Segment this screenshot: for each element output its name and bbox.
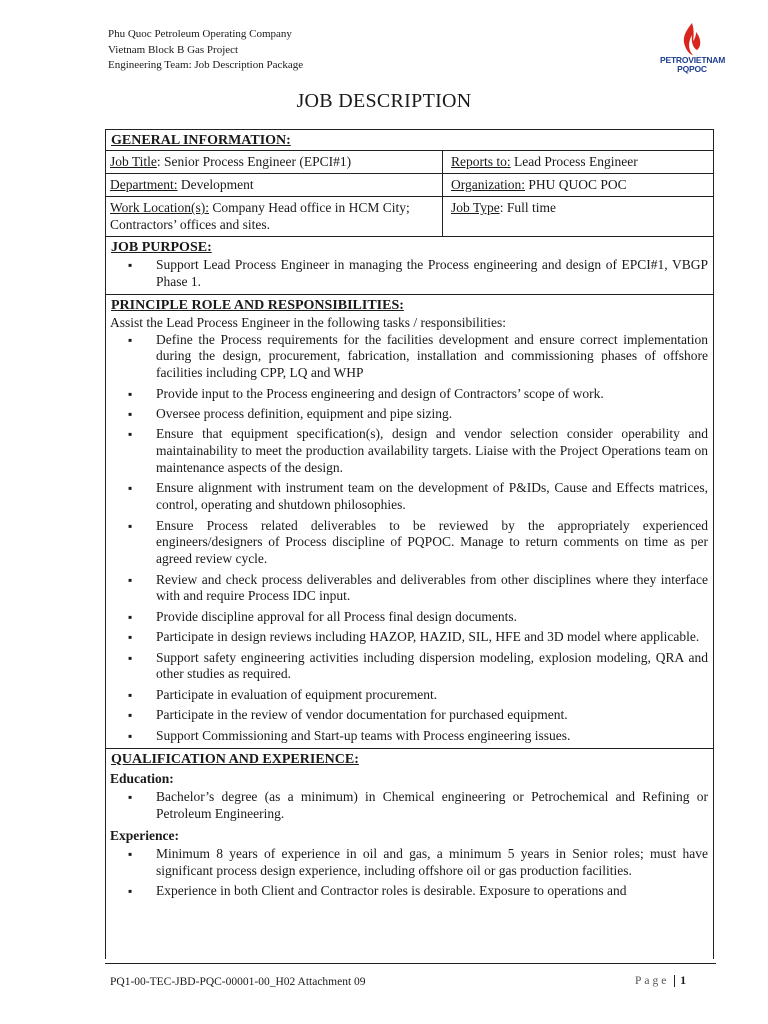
company-name: Phu Quoc Petroleum Operating Company: [108, 28, 292, 40]
list-item: ▪ Support Lead Process Engineer in managing the Process engineering and design of EPCI#1, VBGP Phase 1.: [156, 257, 708, 291]
general-info-heading: GENERAL INFORMATION:: [111, 133, 291, 148]
experience-list: [106, 846, 713, 900]
list-item: ▪ Ensure Process related deliverables to be reviewed by the appropriately experienced engineers/designers of Process discipline of PQPOC. Manage to return comments on time as per agreed review cycle.: [156, 518, 708, 568]
document-header: [108, 27, 303, 74]
page-label: Page: [635, 975, 670, 987]
job-title-cell: [106, 151, 443, 173]
list-item: ▪ Provide input to the Process engineering and design of Contractors’ scope of work.: [156, 386, 708, 403]
list-item: ▪ Support Commissioning and Start-up teams with Process engineering issues.: [156, 728, 708, 745]
logo-text-pqpoc: PQPOC: [677, 64, 707, 74]
job-purpose-list: [106, 257, 713, 291]
principle-list: [106, 332, 713, 745]
list-item: ▪ Minimum 8 years of experience in oil and gas, a minimum 5 years in Senior roles; must have significant process design experience, including offshore oil or gas production facilities.: [156, 846, 708, 880]
organization-label: Organization:: [451, 177, 525, 192]
list-item: ▪ Oversee process definition, equipment and pipe sizing.: [156, 406, 708, 423]
list-item: ▪ Support safety engineering activities including dispersion modeling, explosion modeling, QRA and other studies as required.: [156, 650, 708, 684]
list-item: ▪ Define the Process requirements for the facilities development and ensure correct implementation during the design, procurement, fabrication, installation and commissioning phases of offshore facilities including CPP, LQ and WHP: [156, 332, 708, 382]
row-work-location: [106, 196, 713, 236]
list-item: ▪ Participate in the review of vendor documentation for purchased equipment.: [156, 707, 708, 724]
project-name: Vietnam Block B Gas Project: [108, 43, 239, 56]
list-item: ▪ Experience in both Client and Contractor roles is desirable. Exposure to operations and: [156, 883, 708, 900]
row-job-title: [106, 150, 713, 173]
department-label: Department:: [110, 177, 178, 192]
job-title-value: : Senior Process Engineer (EPCI#1): [156, 154, 352, 169]
job-type-value: : Full time: [499, 200, 556, 215]
job-purpose-section: [106, 236, 713, 291]
department-value: Development: [177, 177, 254, 192]
job-title-label: Job Title: [110, 154, 157, 169]
work-location-cell: [106, 197, 443, 236]
department-cell: [106, 174, 443, 196]
petrovietnam-logo: [660, 22, 724, 80]
flame-icon: [679, 22, 705, 56]
principle-heading: PRINCIPLE ROLE AND RESPONSIBILITIES:: [111, 298, 404, 314]
list-item: ▪ Provide discipline approval for all Process final design documents.: [156, 609, 708, 626]
page-title: JOB DESCRIPTION: [296, 90, 472, 112]
work-location-value: Company Head office in HCM City; Contractors’ offices and sites.: [110, 200, 410, 232]
education-list: [106, 789, 713, 823]
list-item: ▪ Review and check process deliverables and deliverables from other disciplines where they interface with and require Process IDC input.: [156, 572, 708, 606]
reports-to-cell: [443, 151, 713, 173]
reports-to-value: Lead Process Engineer: [510, 154, 638, 169]
job-type-label: Job Type: [451, 200, 500, 215]
package-name: Engineering Team: Job Description Package: [108, 59, 304, 71]
education-label: Education:: [110, 770, 174, 786]
organization-value: PHU QUOC POC: [524, 177, 627, 192]
job-purpose-heading: JOB PURPOSE:: [111, 240, 212, 255]
footer-document-ref: PQ1-00-TEC-JBD-PQC-00001-00_H02 Attachment 09: [110, 976, 366, 988]
footer-divider: [105, 963, 716, 964]
list-item: ▪ Bachelor’s degree (as a minimum) in Chemical engineering or Petrochemical and Refining or Petroleum Engineering.: [156, 789, 708, 823]
qualification-heading: QUALIFICATION AND EXPERIENCE:: [111, 751, 359, 767]
page-number: 1: [674, 975, 686, 987]
experience-label: Experience:: [110, 828, 179, 844]
organization-cell: [443, 174, 713, 196]
job-description-table: [105, 129, 714, 959]
footer-page: [635, 975, 686, 987]
list-item: ▪ Participate in design reviews including HAZOP, HAZID, SIL, HFE and 3D model where applicable.: [156, 629, 708, 646]
list-item: ▪ Ensure that equipment specification(s), design and vendor selection consider operability and maintainability to meet the production availability targets. Liaise with the Project Operations team on maintenance aspects of the design.: [156, 426, 708, 476]
job-type-cell: [443, 197, 713, 236]
list-item: ▪ Participate in evaluation of equipment procurement.: [156, 687, 708, 704]
principle-section: [106, 294, 713, 744]
work-location-label: Work Location(s):: [110, 200, 210, 215]
qualification-section: [106, 748, 713, 900]
row-department: [106, 173, 713, 196]
reports-to-label: Reports to:: [451, 154, 511, 169]
list-item: ▪ Ensure alignment with instrument team on the development of P&IDs, Cause and Effects matrices, control, operating and shutdown philosophies.: [156, 480, 708, 514]
logo-text-petrovietnam: PETROVIETNAM: [660, 55, 726, 65]
principle-intro: Assist the Lead Process Engineer in the following tasks / responsibilities:: [110, 315, 506, 331]
